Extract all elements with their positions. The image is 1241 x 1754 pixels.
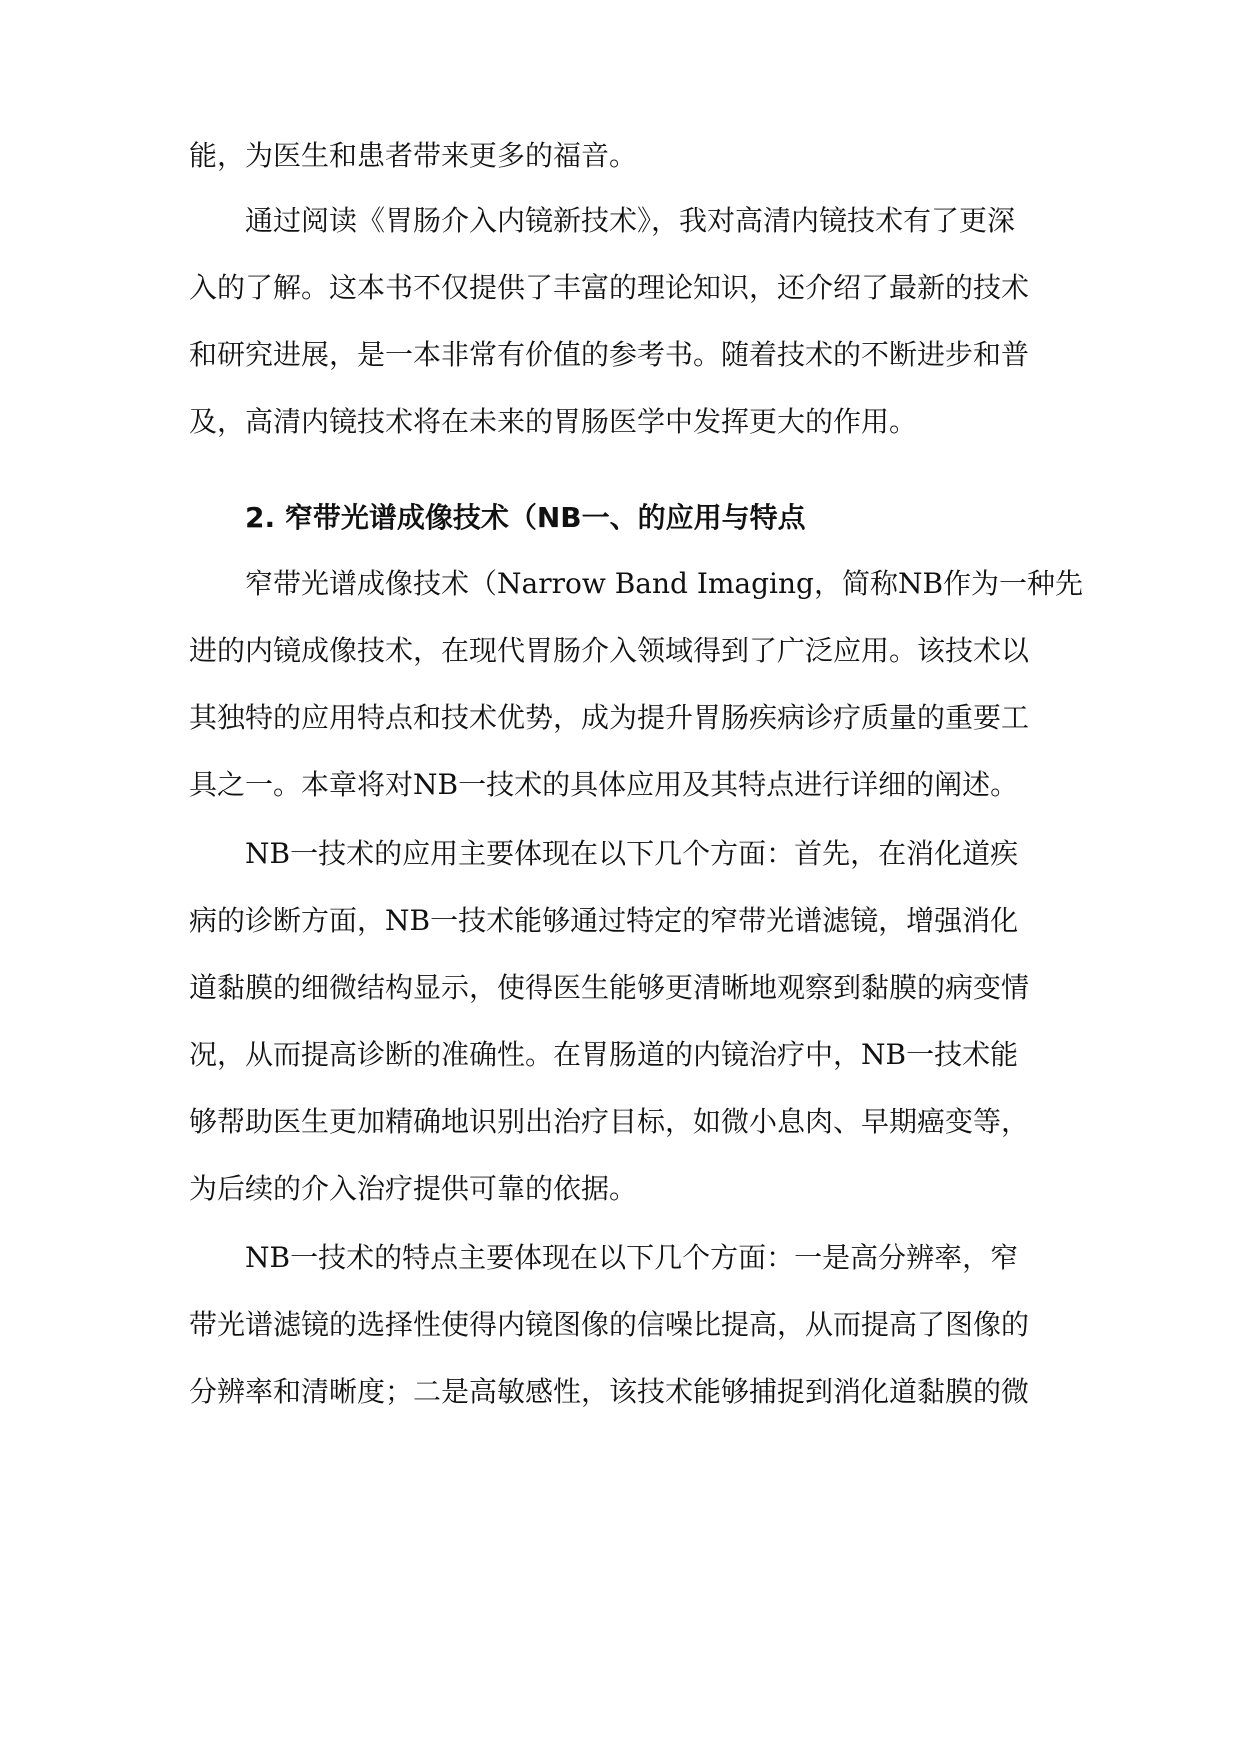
section-heading: 2. 窄带光谱成像技术（NB一、的应用与特点 — [245, 501, 806, 534]
text-line: 道黏膜的细微结构显示，使得医生能够更清晰地观察到黏膜的病变情 — [189, 971, 1030, 1004]
text-line: NB一技术的应用主要体现在以下几个方面：首先，在消化道疾 — [245, 837, 1019, 870]
text-line: 和研究进展，是一本非常有价值的参考书。随着技术的不断进步和普 — [189, 338, 1030, 371]
text-line: 够帮助医生更加精确地识别出治疗目标，如微小息肉、早期癌变等， — [189, 1105, 1030, 1138]
text-line: 病的诊断方面，NB一技术能够通过特定的窄带光谱滤镜，增强消化 — [189, 904, 1019, 937]
text-line: 为后续的介入治疗提供可靠的依据。 — [189, 1172, 638, 1205]
text-line: 具之一。本章将对NB一技术的具体应用及其特点进行详细的阐述。 — [189, 768, 1019, 801]
text-line: NB一技术的特点主要体现在以下几个方面：一是高分辨率，窄 — [245, 1241, 1019, 1274]
text-line: 入的了解。这本书不仅提供了丰富的理论知识，还介绍了最新的技术 — [189, 271, 1030, 304]
text-line: 况，从而提高诊断的准确性。在胃肠道的内镜治疗中，NB一技术能 — [189, 1038, 1019, 1071]
text-line: 通过阅读《胃肠介入内镜新技术》，我对高清内镜技术有了更深 — [245, 204, 1016, 237]
text-line: 进的内镜成像技术，在现代胃肠介入领域得到了广泛应用。该技术以 — [189, 634, 1030, 667]
text-line: 带光谱滤镜的选择性使得内镜图像的信噪比提高，从而提高了图像的 — [189, 1308, 1030, 1341]
text-line: 能，为医生和患者带来更多的福音。 — [189, 139, 638, 172]
text-line: 及，高清内镜技术将在未来的胃肠医学中发挥更大的作用。 — [189, 405, 918, 438]
text-line: 窄带光谱成像技术（Narrow Band Imaging，简称NB作为一种先 — [245, 567, 1084, 600]
text-line: 其独特的应用特点和技术优势，成为提升胃肠疾病诊疗质量的重要工 — [189, 701, 1030, 734]
text-line: 分辨率和清晰度；二是高敏感性，该技术能够捕捉到消化道黏膜的微 — [189, 1375, 1030, 1408]
